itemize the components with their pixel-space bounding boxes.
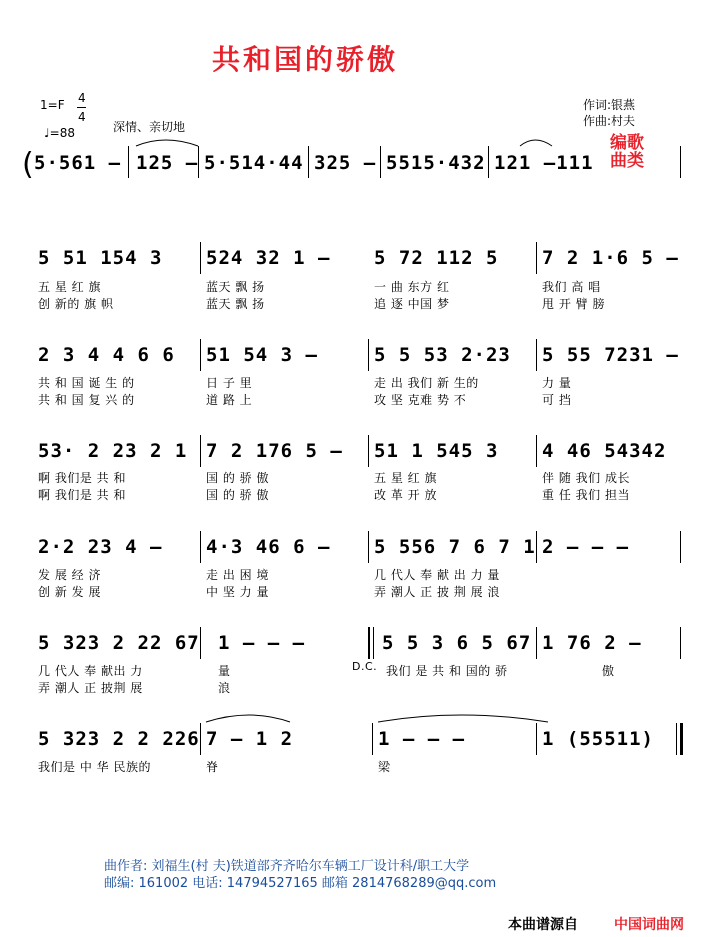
lyric: 啊 我们是 共 和	[38, 471, 126, 485]
lyric: 啊 我们是 共 和	[38, 488, 126, 502]
lyric: 甩 开 臂 膀	[542, 297, 605, 311]
lyric: 伴 随 我们 成长	[542, 471, 630, 485]
lyric: 走 出 我们 新 生的	[374, 376, 479, 390]
measure: 5 556 7 6 7 1	[374, 536, 536, 558]
lyric: 蓝天 飘 扬	[206, 280, 265, 294]
time-signature-top: 4	[78, 91, 86, 105]
measure: 5·514·44	[204, 152, 304, 174]
lyric: 改 革 开 放	[374, 488, 437, 502]
lyricist: 作词:银燕	[583, 98, 636, 112]
tempo-mark: ♩=88	[44, 126, 75, 140]
lyric: 重 任 我们 担当	[542, 488, 630, 502]
measure: 5515·432	[386, 152, 486, 174]
lyric: 力 量	[542, 376, 572, 390]
lyric: 创 新的 旗 帜	[38, 297, 114, 311]
measure: 7 – 1 2	[206, 728, 294, 750]
lyric: 我们 高 唱	[542, 280, 601, 294]
measure: 7 2 176 5 –	[206, 440, 343, 462]
lyric: 我们 是 共 和 国的 骄	[386, 664, 508, 678]
measure: 1 – – –	[218, 632, 306, 654]
measure: 5 5 3 6 5 67	[382, 632, 532, 654]
measure: 2 – – –	[542, 536, 630, 558]
lyric: 攻 坚 克难 势 不	[374, 393, 467, 407]
measure: 1 – – –	[378, 728, 466, 750]
measure: 51 54 3 –	[206, 344, 318, 366]
lyric: 发 展 经 济	[38, 568, 101, 582]
system-bracket: (	[22, 147, 34, 182]
lyric: 梁	[378, 760, 391, 774]
measure: 51 1 545 3	[374, 440, 499, 462]
measure: 125 –	[136, 152, 199, 174]
slur	[520, 140, 552, 146]
measure: 524 32 1 –	[206, 247, 331, 269]
lyric: 中 坚 力 量	[206, 585, 269, 599]
lyric: 量	[218, 664, 231, 678]
contact-info: 邮编: 161002 电话: 14794527165 邮箱 2814768289@qq.com	[104, 876, 497, 891]
measure: 53· 2 23 2 1	[38, 440, 188, 462]
lyric: 五 星 红 旗	[38, 280, 101, 294]
source-site[interactable]: 中国词曲网	[614, 917, 684, 933]
lyric: 弄 潮人 正 披 荆 展 浪	[374, 585, 500, 599]
lyric: 我们是 中 华 民族的	[38, 760, 151, 774]
measure: 1 (55511)	[542, 728, 654, 750]
time-signature-bottom: 4	[78, 110, 86, 124]
measure: 2 3 4 4 6 6	[38, 344, 175, 366]
measure: 7 2 1·6 5 –	[542, 247, 679, 269]
lyric: 追 逐 中国 梦	[374, 297, 450, 311]
slur	[206, 715, 290, 722]
measure: 5 323 2 22 67	[38, 632, 200, 654]
source-label: 本曲谱源自	[508, 917, 578, 933]
measure: 5 72 112 5	[374, 247, 499, 269]
lyric: 浪	[218, 681, 231, 695]
lyric: 共 和 国 复 兴 的	[38, 393, 135, 407]
lyric: 可 挡	[542, 393, 572, 407]
lyric: 几 代人 奉 献出 力	[38, 664, 143, 678]
key-signature: 1=F	[40, 98, 65, 112]
lyric: 日 子 里	[206, 376, 253, 390]
composer-info: 曲作者: 刘福生(村 夫)铁道部齐齐哈尔车辆工厂设计科/职工大学	[104, 859, 470, 874]
measure: 2·2 23 4 –	[38, 536, 163, 558]
measure: 5 323 2 2 226	[38, 728, 200, 750]
lyric: 弄 潮人 正 披荆 展	[38, 681, 143, 695]
slur	[378, 715, 548, 722]
measure: 1 76 2 –	[542, 632, 642, 654]
lyric: 蓝天 飘 扬	[206, 297, 265, 311]
lyric: 国 的 骄 傲	[206, 471, 269, 485]
song-title: 共和国的骄傲	[212, 43, 399, 76]
lyric: 脊	[206, 760, 219, 774]
publisher-logo: 编歌曲类	[610, 133, 644, 171]
measure: 5·561 –	[34, 152, 122, 174]
lyric: 傲	[602, 664, 615, 678]
slur	[136, 140, 198, 146]
expression-mark: 深情、亲切地	[113, 120, 186, 134]
measure: 4·3 46 6 –	[206, 536, 331, 558]
lyric: 几 代人 奉 献 出 力 量	[374, 568, 500, 582]
lyric: 道 路 上	[206, 393, 253, 407]
lyric: 一 曲 东方 红	[374, 280, 450, 294]
lyric: 国 的 骄 傲	[206, 488, 269, 502]
measure: 325 –	[314, 152, 377, 174]
lyric: 走 出 困 境	[206, 568, 269, 582]
da-capo-mark: D.C.	[352, 660, 378, 673]
lyric: 共 和 国 诞 生 的	[38, 376, 135, 390]
lyric: 五 星 红 旗	[374, 471, 437, 485]
measure: 5 5 53 2·23	[374, 344, 511, 366]
measure: 121 –111	[494, 152, 594, 174]
lyric: 创 新 发 展	[38, 585, 101, 599]
measure: 5 51 154 3	[38, 247, 163, 269]
composer: 作曲:村夫	[583, 114, 636, 128]
measure: 5 55 7231 –	[542, 344, 679, 366]
measure: 4 46 54342	[542, 440, 667, 462]
